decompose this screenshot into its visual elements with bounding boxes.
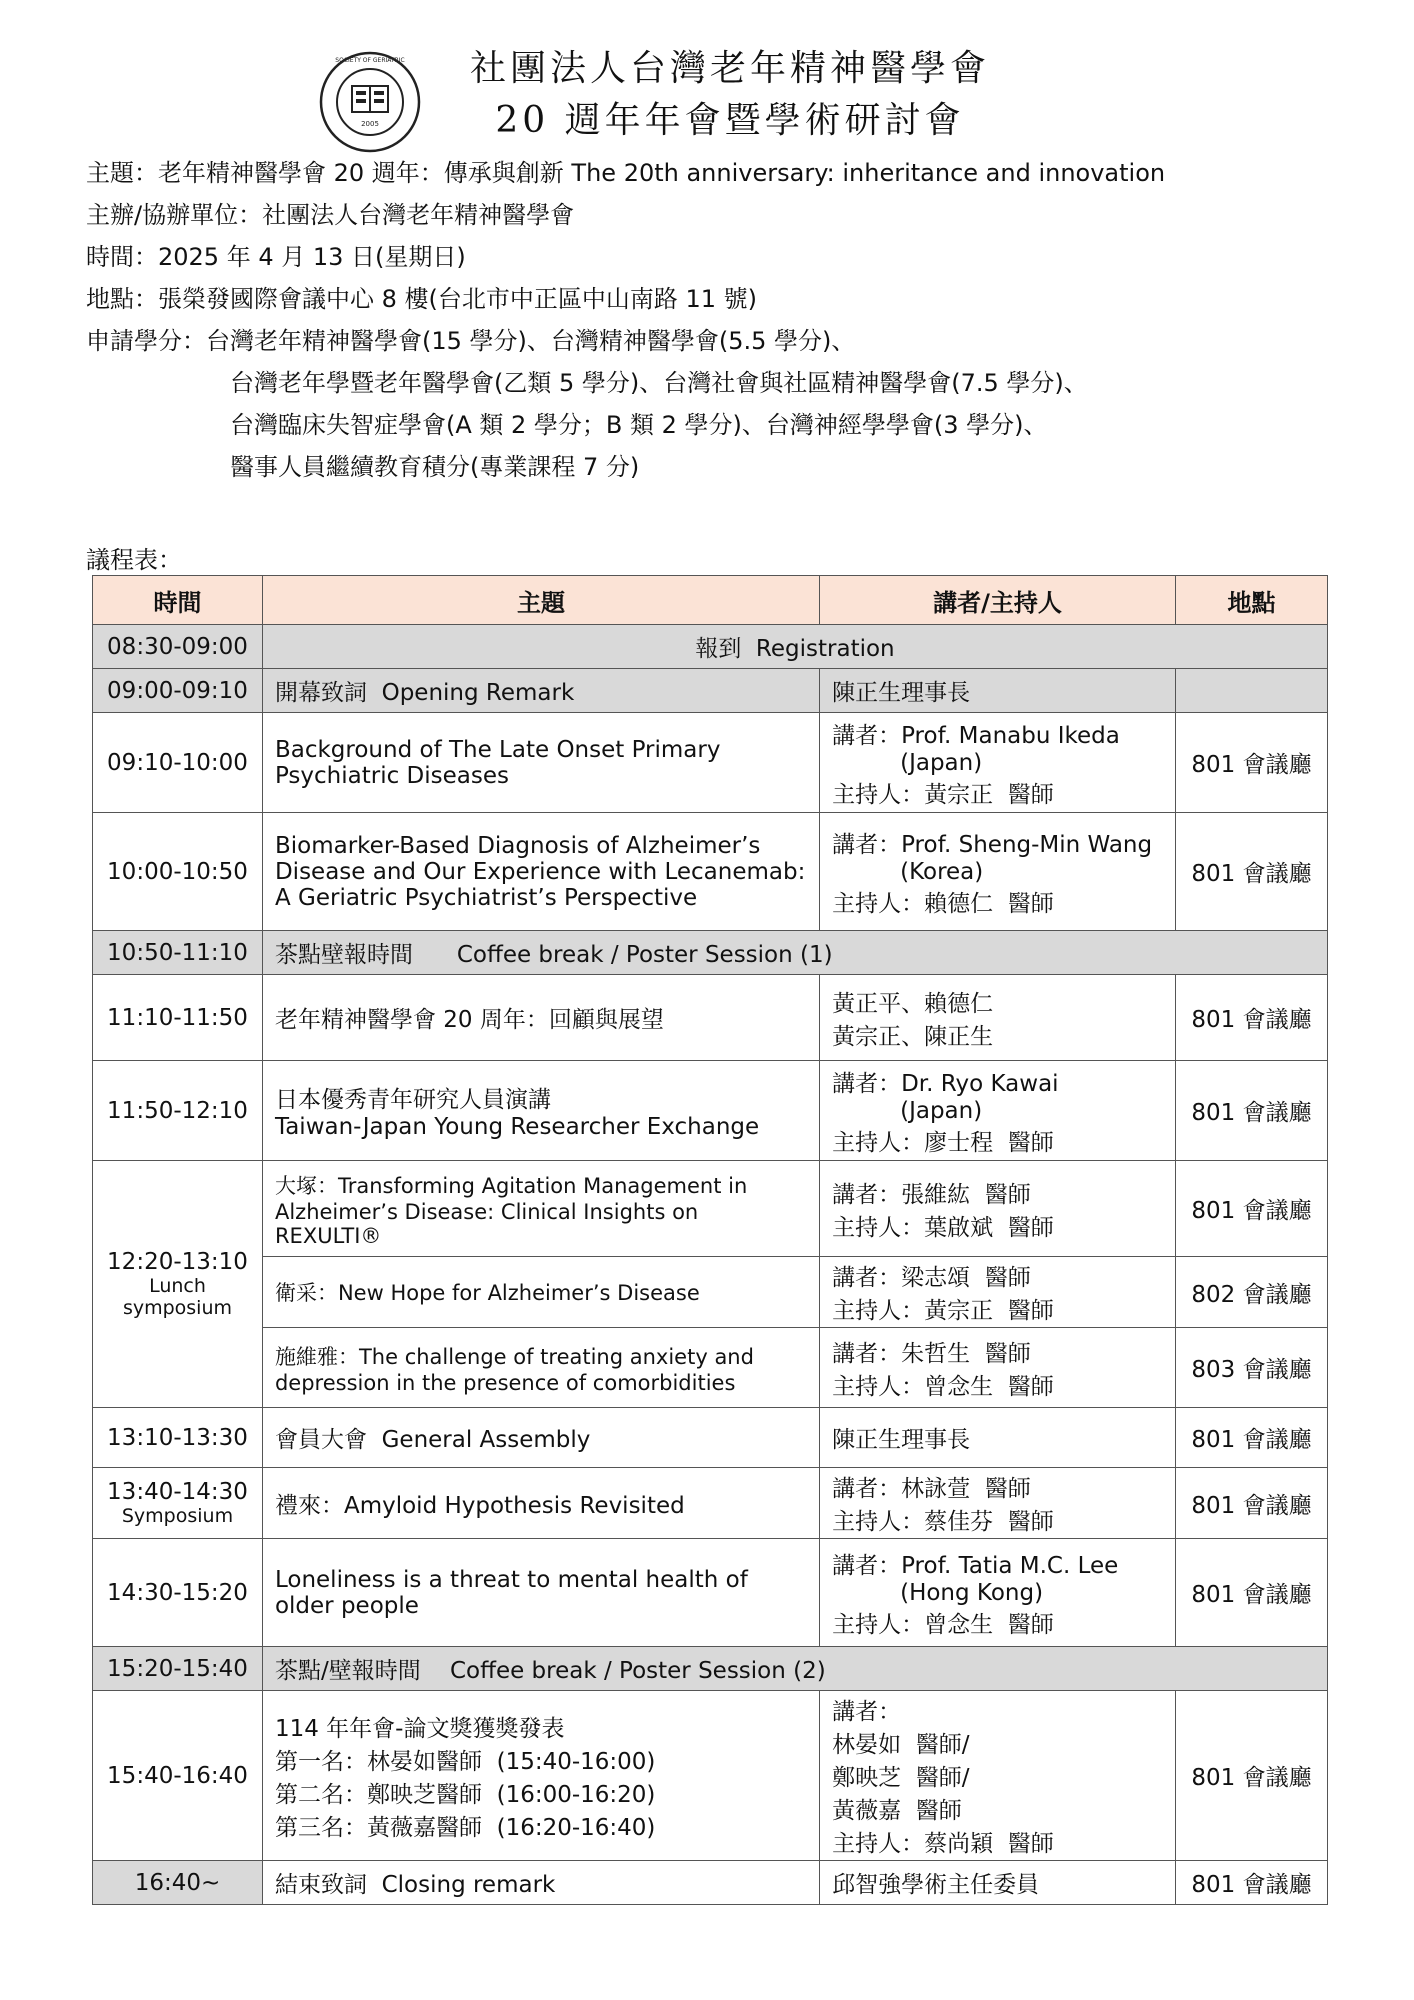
topic-text: 開幕致詞 Opening Remark xyxy=(274,680,575,706)
agenda-table xyxy=(92,575,1328,1905)
topic-cell xyxy=(262,669,819,713)
topic-cell xyxy=(262,1691,819,1861)
location-cell: 801 會議廳 xyxy=(1176,1468,1328,1539)
time-cell: 11:50-12:10 xyxy=(93,1061,263,1161)
topic-cell: 施維雅：The challenge of treating anxiety and depression in the presence of comorbidities xyxy=(262,1328,819,1408)
time-text: 12:20-13:10 xyxy=(107,1249,248,1275)
speaker-cell xyxy=(820,713,1176,813)
time-sub: Lunch xyxy=(149,1275,206,1297)
location-cell: 801 會議廳 xyxy=(1176,1161,1328,1257)
table-row xyxy=(93,713,1328,813)
topic-line: 第一名：林晏如醫師 (15:40-16:00) xyxy=(274,1748,656,1775)
table-row xyxy=(93,1691,1328,1861)
topic-cell: 禮來：Amyloid Hypothesis Revisited xyxy=(262,1468,819,1539)
topic-cell xyxy=(262,1861,819,1905)
speaker-cell: 陳正生理事長 xyxy=(820,1408,1176,1468)
speaker-cell xyxy=(820,813,1176,931)
table-row xyxy=(93,1539,1328,1647)
host-line: 主持人：廖士程 醫師 xyxy=(832,1129,1054,1156)
speaker-cell xyxy=(820,1468,1176,1539)
location-cell xyxy=(1176,669,1328,713)
host-line: 主持人：曾念生 醫師 xyxy=(832,1373,1054,1400)
topic-cell: Biomarker-Based Diagnosis of Alzheimer’s Disease and Our Experience with Lecanemab: A Geriatric Psychiatrist’s Perspective xyxy=(262,813,819,931)
table-row xyxy=(93,669,1328,713)
speaker-line: 講者：梁志頌 醫師 xyxy=(832,1265,1031,1291)
time-cell: 09:00-09:10 xyxy=(93,669,263,713)
speaker-line: 黃薇嘉 醫師 xyxy=(832,1798,962,1824)
event-info xyxy=(86,152,1356,488)
host-line: 主持人：曾念生 醫師 xyxy=(832,1611,1054,1638)
time-cell: 10:00-10:50 xyxy=(93,813,263,931)
speaker-country: (Hong Kong) xyxy=(900,1579,1044,1606)
topic-text: 茶點壁報時間 Coffee break / Poster Session (1) xyxy=(274,942,833,968)
location-cell: 801 會議廳 xyxy=(1176,975,1328,1061)
speaker-country: (Japan) xyxy=(900,1097,983,1124)
table-row xyxy=(93,1328,1328,1408)
theme-line: 主題：老年精神醫學會 20 週年：傳承與創新 The 20th anniversary: inheritance and innovation xyxy=(86,159,1166,187)
table-row xyxy=(93,625,1328,669)
time-cell: 11:10-11:50 xyxy=(93,975,263,1061)
header xyxy=(0,30,1414,150)
time-sub: Symposium xyxy=(121,1505,234,1527)
header-topic: 主題 xyxy=(262,576,819,625)
speaker-country: (Japan) xyxy=(900,749,983,776)
location-cell: 801 會議廳 xyxy=(1176,813,1328,931)
speaker-line: 講者：林詠萱 醫師 xyxy=(832,1476,1031,1502)
header-location: 地點 xyxy=(1176,576,1328,625)
time-cell xyxy=(93,1468,263,1539)
time-cell: 15:40-16:40 xyxy=(93,1691,263,1861)
table-row xyxy=(93,1161,1328,1257)
credits-line-1: 申請學分：台灣老年精神醫學會(15 學分)、台灣精神醫學會(5.5 學分)、 xyxy=(86,327,856,355)
topic-cell xyxy=(262,625,1327,669)
topic-cell: Loneliness is a threat to mental health of older people xyxy=(262,1539,819,1647)
table-row xyxy=(93,1257,1328,1328)
speaker-line: 講者：Prof. Sheng-Min Wang xyxy=(832,831,1153,858)
topic-cell xyxy=(262,931,1327,975)
table-row xyxy=(93,1647,1328,1691)
agenda-label: 議程表： xyxy=(86,546,182,574)
topic-cell: 衛采：New Hope for Alzheimer’s Disease xyxy=(262,1257,819,1328)
speaker-cell xyxy=(820,1539,1176,1647)
location-cell: 801 會議廳 xyxy=(1176,1408,1328,1468)
host-line: 主持人：賴德仁 醫師 xyxy=(832,890,1054,917)
host-line: 主持人：葉啟斌 醫師 xyxy=(832,1214,1054,1241)
host-line: 主持人：蔡尚穎 醫師 xyxy=(832,1831,1054,1857)
table-header-row xyxy=(93,576,1328,625)
location-cell: 801 會議廳 xyxy=(1176,1061,1328,1161)
topic-text: 結束致詞 Closing remark xyxy=(274,1872,556,1898)
date-line: 時間：2025 年 4 月 13 日(星期日) xyxy=(86,243,466,271)
speaker-line: 講者：Prof. Manabu Ikeda xyxy=(832,722,1120,749)
time-sub: symposium xyxy=(122,1297,233,1319)
time-cell: 10:50-11:10 xyxy=(93,931,263,975)
speaker-cell xyxy=(820,1691,1176,1861)
table-row xyxy=(93,813,1328,931)
speaker-cell xyxy=(820,1257,1176,1328)
speaker-line: 講者：Prof. Tatia M.C. Lee xyxy=(832,1552,1119,1579)
topic-cell xyxy=(262,1647,1327,1691)
time-cell: 15:20-15:40 xyxy=(93,1647,263,1691)
topic-cell xyxy=(262,1408,819,1468)
host-line: 主持人：蔡佳芬 醫師 xyxy=(832,1509,1054,1535)
venue-line: 地點：張榮發國際會議中心 8 樓(台北市中正區中山南路 11 號) xyxy=(86,285,758,313)
speaker-line: 講者： xyxy=(832,1699,902,1725)
topic-text: 報到 Registration xyxy=(695,636,895,662)
time-cell: 09:10-10:00 xyxy=(93,713,263,813)
speaker-cell xyxy=(820,1161,1176,1257)
title-line-2: 20 週年年會暨學術研討會 xyxy=(495,100,965,141)
location-cell: 802 會議廳 xyxy=(1176,1257,1328,1328)
credits-line-2: 台灣老年學暨老年醫學會(乙類 5 學分)、台灣社會與社區精神醫學會(7.5 學分)、 xyxy=(230,369,1088,397)
time-cell: 08:30-09:00 xyxy=(93,625,263,669)
location-cell: 803 會議廳 xyxy=(1176,1328,1328,1408)
topic-line: 第二名：鄭映芝醫師 (16:00-16:20) xyxy=(274,1781,656,1808)
topic-cell: 老年精神醫學會 20 周年：回顧與展望 xyxy=(262,975,819,1061)
credits-line-4: 醫事人員繼續教育積分(專業課程 7 分) xyxy=(230,453,640,481)
topic-line: 第三名：黃薇嘉醫師 (16:20-16:40) xyxy=(274,1814,656,1841)
location-cell: 801 會議廳 xyxy=(1176,1691,1328,1861)
speaker-line: 講者：張維紘 醫師 xyxy=(832,1181,1031,1208)
speaker-cell: 陳正生理事長 xyxy=(820,669,1176,713)
location-cell: 801 會議廳 xyxy=(1176,1861,1328,1905)
time-cell xyxy=(93,1161,263,1408)
svg-text:SOCIETY OF GERIATRIC: SOCIETY OF GERIATRIC xyxy=(335,57,405,64)
table-row xyxy=(93,1408,1328,1468)
table-row xyxy=(93,931,1328,975)
svg-text:2005: 2005 xyxy=(361,120,379,128)
credits-line-3: 台灣臨床失智症學會(A 類 2 學分；B 類 2 學分)、台灣神經學學會(3 學分)、 xyxy=(230,411,1048,439)
title-line-1: 社團法人台灣老年精神醫學會 xyxy=(469,48,990,89)
speaker-line: 黃宗正、陳正生 xyxy=(832,1023,994,1050)
topic-cell xyxy=(262,1061,819,1161)
speaker-line: 鄭映芝 醫師/ xyxy=(832,1765,970,1791)
time-cell: 13:10-13:30 xyxy=(93,1408,263,1468)
table-row xyxy=(93,1061,1328,1161)
topic-cell: 大塚：Transforming Agitation Management in Alzheimer’s Disease: Clinical Insights on REXULTI® xyxy=(262,1161,819,1257)
table-row xyxy=(93,975,1328,1061)
topic-text: 會員大會 General Assembly xyxy=(274,1427,591,1453)
speaker-cell xyxy=(820,1061,1176,1161)
header-time: 時間 xyxy=(93,576,263,625)
time-cell: 14:30-15:20 xyxy=(93,1539,263,1647)
location-cell: 801 會議廳 xyxy=(1176,1539,1328,1647)
topic-cell: Background of The Late Onset Primary Psychiatric Diseases xyxy=(262,713,819,813)
speaker-cell xyxy=(820,1328,1176,1408)
host-line: 主持人：黃宗正 醫師 xyxy=(832,1298,1054,1324)
topic-line: 114 年年會-論文獎獲獎發表 xyxy=(274,1715,565,1742)
society-logo xyxy=(318,50,422,154)
speaker-country: (Korea) xyxy=(900,858,984,885)
organizer-line: 主辦/協辦單位：社團法人台灣老年精神醫學會 xyxy=(86,201,575,229)
header-speaker: 講者/主持人 xyxy=(820,576,1176,625)
topic-line: 日本優秀青年研究人員演講 xyxy=(274,1087,551,1113)
table-row xyxy=(93,1468,1328,1539)
location-cell: 801 會議廳 xyxy=(1176,713,1328,813)
speaker-cell: 邱智強學術主任委員 xyxy=(820,1861,1176,1905)
speaker-line: 講者：朱哲生 醫師 xyxy=(832,1340,1031,1367)
speaker-cell xyxy=(820,975,1176,1061)
speaker-line: 黃正平、賴德仁 xyxy=(832,990,994,1017)
topic-line: Taiwan-Japan Young Researcher Exchange xyxy=(274,1114,760,1140)
topic-text: 茶點/壁報時間 Coffee break / Poster Session (2) xyxy=(274,1658,826,1684)
speaker-line: 林晏如 醫師/ xyxy=(832,1732,970,1758)
host-line: 主持人：黃宗正 醫師 xyxy=(832,781,1054,808)
time-text: 13:40-14:30 xyxy=(107,1479,248,1505)
table-row xyxy=(93,1861,1328,1905)
speaker-line: 講者：Dr. Ryo Kawai xyxy=(832,1070,1059,1097)
time-cell: 16:40~ xyxy=(93,1861,263,1905)
